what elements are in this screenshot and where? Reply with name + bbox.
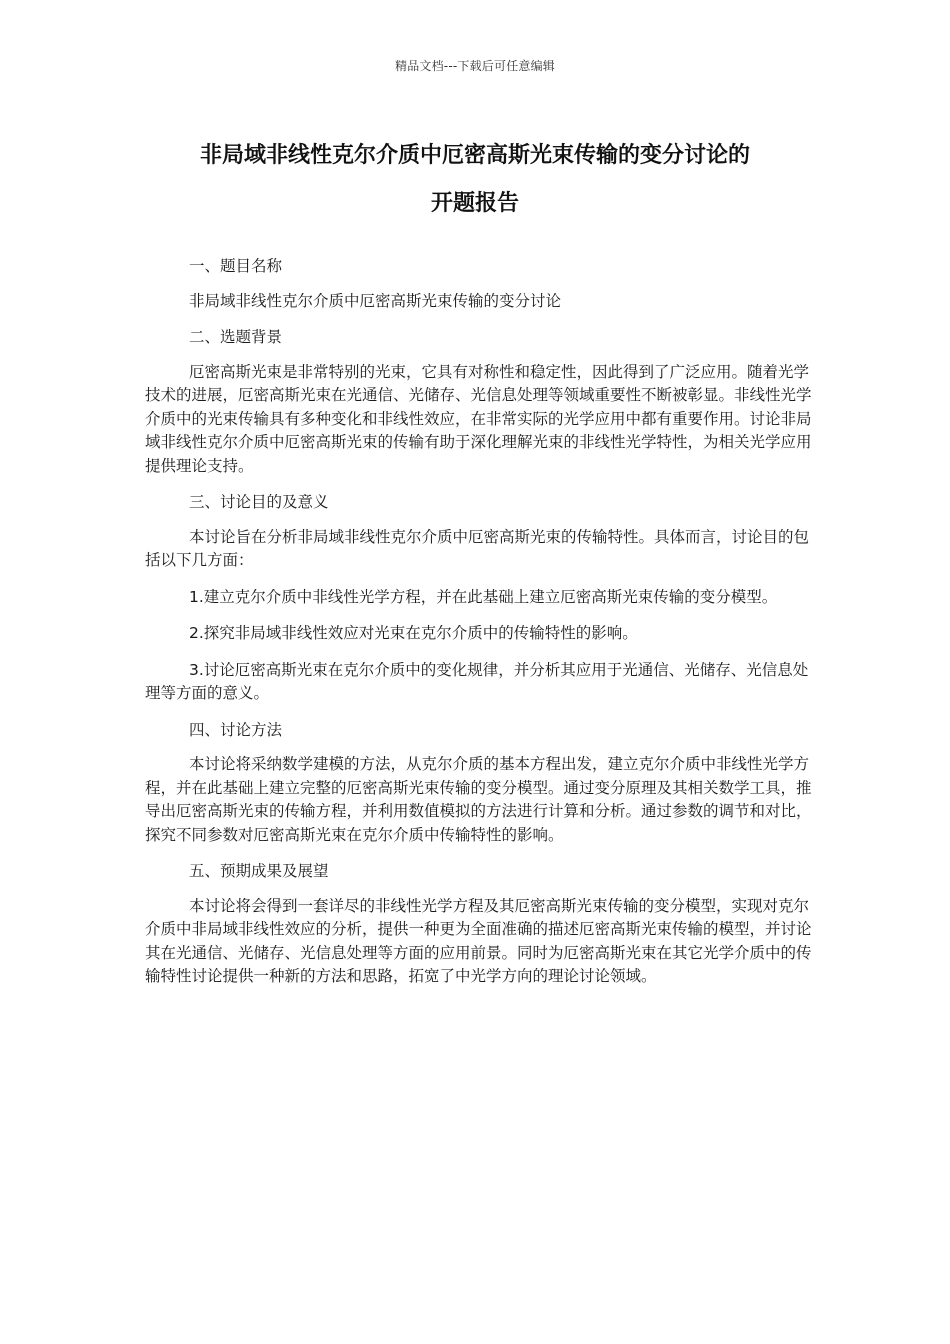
- section-2-heading: 二、选题背景: [189, 328, 283, 346]
- page-header-note: 精品文档---下载后可任意编辑: [395, 59, 555, 73]
- section-4-heading: 四、讨论方法: [189, 720, 283, 739]
- title-line-1: 非局域非线性克尔介质中厄密高斯光束传输的变分讨论的: [199, 143, 750, 168]
- section-3-item-1: 1.建立克尔介质中非线性光学方程，并在此基础上建立厄密高斯光束传输的变分模型。: [189, 587, 778, 606]
- section-3-item-2: 2.探究非局域非线性效应对光束在克尔介质中的传输特性的影响。: [189, 624, 638, 642]
- section-1-heading: 一、题目名称: [189, 257, 283, 275]
- document-body: [145, 255, 813, 1002]
- section-2-text: 厄密高斯光束是非常特别的光束，它具有对称性和稳定性，因此得到了广泛应用。随着光学技术的进展，厄密高斯光束在光通信、光储存、光信息处理等领域重要性不断被彰显。非线性光学介质中的光束传输具有多种变化和非线性效应，在非常实际的光学应用中都有重要作用。讨论非局域非线性克尔介质中厄密高斯光束的传输有助于深化理解光束的非线性光学特性，为相关光学应用提供理论支持。: [145, 362, 812, 475]
- section-4-text: 本讨论将采纳数学建模的方法，从克尔介质的基本方程出发，建立克尔介质中非线性光学方程，并在此基础上建立完整的厄密高斯光束传输的变分模型。通过变分原理及其相关数学工具，推导出厄密高斯光束的传输方程，并利用数值模拟的方法进行计算和分析。通过参数的调节和对比，探究不同参数对厄密高斯光束在克尔介质中传输特性的影响。: [145, 755, 812, 844]
- section-5-text: 本讨论将会得到一套详尽的非线性光学方程及其厄密高斯光束传输的变分模型，实现对克尔介质中非局域非线性效应的分析，提供一种更为全面准确的描述厄密高斯光束传输的模型，并讨论其在光通信、光储存、光信息处理等方面的应用前景。同时为厄密高斯光束在其它光学介质中的传输特性讨论提供一种新的方法和思路，拓宽了中光学方向的理论讨论领域。: [145, 896, 812, 985]
- title-line-2: 开题报告: [430, 191, 519, 216]
- section-1-text: 非局域非线性克尔介质中厄密高斯光束传输的变分讨论: [189, 291, 562, 310]
- section-5-heading: 五、预期成果及展望: [189, 862, 329, 880]
- section-3-item-3: 3.讨论厄密高斯光束在克尔介质中的变化规律，并分析其应用于光通信、光储存、光信息处理等方面的意义。: [145, 660, 809, 702]
- document-title: [145, 132, 805, 228]
- section-3-heading: 三、讨论目的及意义: [189, 493, 329, 511]
- section-3-intro: 本讨论旨在分析非局域非线性克尔介质中厄密高斯光束的传输特性。具体而言，讨论目的包括以下几方面：: [145, 527, 810, 569]
